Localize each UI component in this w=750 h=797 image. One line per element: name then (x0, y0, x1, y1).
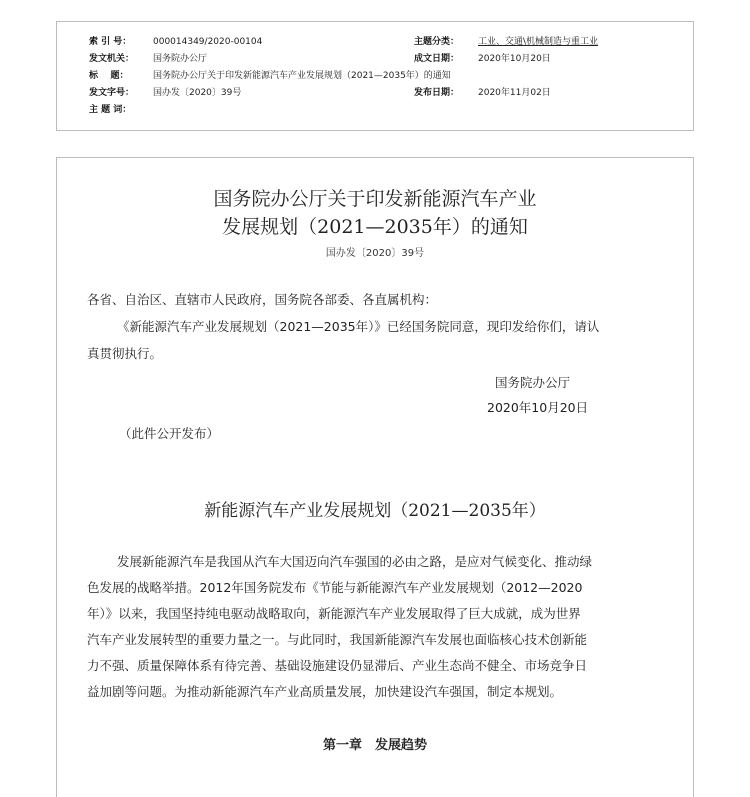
meta-row-docnum (89, 86, 551, 100)
intro-line: 色发展的战略举措。2012年国务院发布《节能与新能源汽车产业发展规划（2012—2020 (87, 580, 583, 595)
issuer-value: 国务院办公厅 (153, 54, 208, 64)
topic-value[interactable]: 工业、交通\机械制造与重工业 (478, 37, 599, 47)
intro-line: 年）》以来，我国坚持纯电驱动战略取向，新能源汽车产业发展取得了巨大成就，成为世界 (87, 606, 581, 621)
intro-line: 力不强、质量保障体系有待完善、基础设施建设仍显滞后、产业生态尚不健全、市场竞争日 (87, 658, 588, 673)
issuer-label: 发文机关： (89, 54, 135, 64)
intro-line: 益加剧等问题。为推动新能源汽车产业高质量发展，加快建设汽车强国，制定本规划。 (87, 684, 563, 699)
created-value: 2020年10月20日 (478, 54, 551, 64)
signature: 国务院办公厅 (495, 375, 571, 390)
meta-row-issuer (89, 52, 551, 66)
index-label: 索 引 号： (89, 37, 132, 47)
created-label: 成文日期： (414, 54, 460, 64)
plan-title: 新能源汽车产业发展规划（2021—2035年） (204, 501, 546, 521)
document-title-line1: 国务院办公厅关于印发新能源汽车产业 (213, 188, 537, 210)
meta-row-title (89, 69, 451, 83)
title-label: 标 题： (89, 71, 129, 81)
docnum-value: 国办发〔2020〕39号 (153, 88, 242, 98)
public-note: （此件公开发布） (119, 426, 220, 441)
keywords-label: 主 题 词： (89, 105, 132, 115)
published-value: 2020年11月02日 (478, 88, 551, 98)
intro-line: 发展新能源汽车是我国从汽车大国迈向汽车强国的必由之路，是应对气候变化、推动绿 (117, 554, 593, 569)
published-label: 发布日期： (414, 88, 460, 98)
document-number: 国办发〔2020〕39号 (325, 248, 425, 259)
title-value: 国务院办公厅关于印发新能源汽车产业发展规划（2021—2035年）的通知 (153, 71, 451, 81)
body-line-2: 真贯彻执行。 (87, 346, 163, 361)
meta-row-keywords (89, 103, 153, 117)
document-panel (56, 157, 694, 797)
intro-line: 汽车产业发展转型的重要力量之一。与此同时，我国新能源汽车发展也面临核心技术创新能 (87, 632, 588, 647)
salutation: 各省、自治区、直辖市人民政府，国务院各部委、各直属机构： (87, 292, 438, 307)
body-line-1: 《新能源汽车产业发展规划（2021—2035年）》已经国务院同意，现印发给你们，请认 (117, 319, 600, 334)
metadata-panel (56, 21, 694, 131)
document-title-line2: 发展规划（2021—2035年）的通知 (222, 216, 528, 238)
docnum-label: 发文字号： (89, 88, 135, 98)
topic-label: 主题分类： (414, 37, 460, 47)
meta-row-index (89, 35, 599, 49)
signature-date: 2020年10月20日 (487, 400, 589, 415)
index-value: 000014349/2020-00104 (153, 37, 263, 47)
chapter-heading: 第一章 发展趋势 (322, 738, 427, 753)
